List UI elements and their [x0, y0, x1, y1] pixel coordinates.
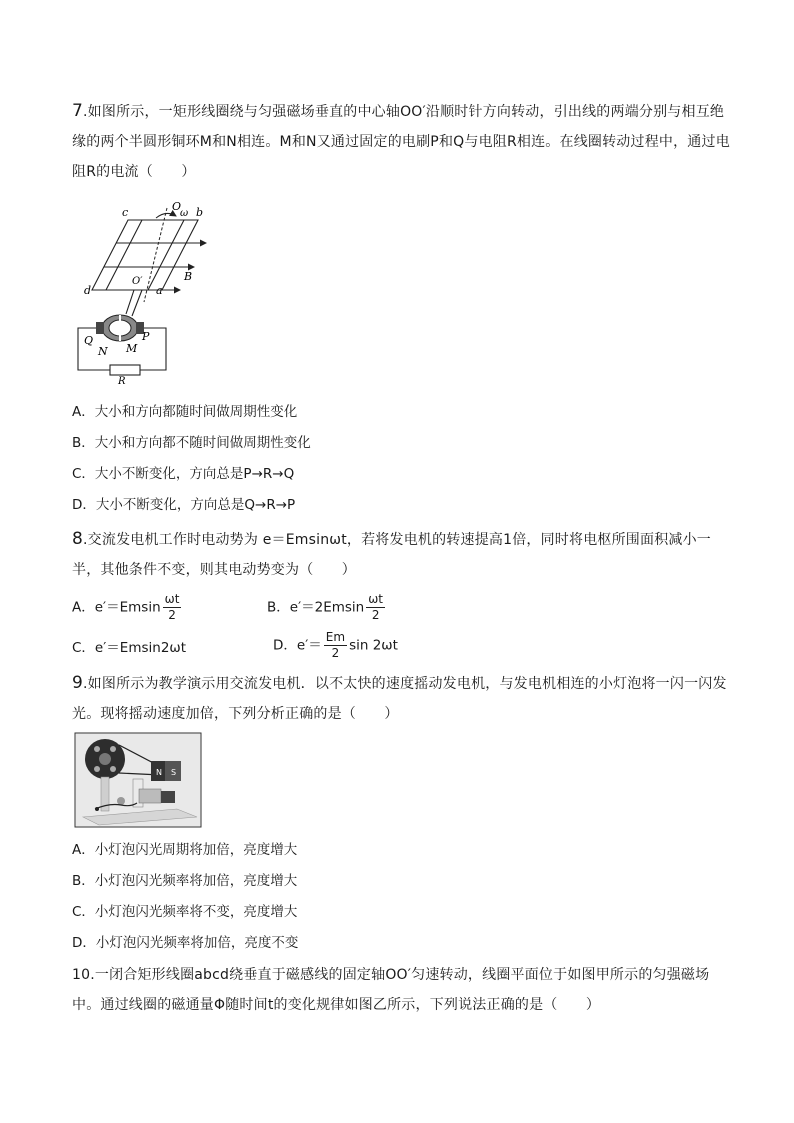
label-Q: Q [84, 334, 94, 347]
question-7 [72, 96, 732, 187]
fraction-numerator: ωt [368, 592, 384, 606]
q8-option-d[interactable] [273, 630, 398, 661]
q9-option-a[interactable]: A．小灯泡闪光周期将加倍，亮度增大 [72, 842, 298, 858]
q8-option-a-fraction [163, 592, 182, 623]
label-O-prime: O′ [132, 276, 143, 287]
question-8-number: 8 [72, 529, 84, 549]
label-N: N [98, 345, 108, 358]
q9-option-d[interactable]: D．小灯泡闪光频率将加倍，亮度不变 [72, 935, 299, 951]
fraction-numerator: ωt [164, 592, 180, 606]
label-O: O [172, 200, 182, 213]
q8-option-c[interactable]: C．e′＝Emsin2ωt [72, 640, 187, 656]
label-M: M [126, 342, 138, 355]
slip-rings [96, 315, 144, 341]
question-9 [72, 668, 732, 729]
coil-generator-figure [70, 198, 220, 387]
q8-option-a-prefix: A．e′＝Emsin [72, 599, 161, 616]
question-7-number: 7 [72, 101, 84, 121]
q8-option-b-fraction [366, 592, 385, 623]
question-8-text: .交流发电机工作时电动势为 e＝Emsinωt，若将发电机的转速提高1倍，同时将电枢所围面积减小一半，其他条件不变，则其电动势变为（ ） [72, 532, 712, 578]
generator-photo [75, 733, 201, 827]
question-10 [72, 960, 732, 1020]
q7-option-c[interactable]: C．大小不断变化，方向总是P→R→Q [72, 466, 295, 482]
label-R: R [118, 376, 126, 387]
fraction-denominator: 2 [331, 646, 340, 660]
coil-frame [92, 220, 198, 290]
fraction-numerator: Em [325, 630, 346, 644]
question-8 [72, 524, 732, 585]
q8-option-a[interactable] [72, 592, 183, 623]
label-omega: ω [180, 208, 189, 219]
q9-option-c[interactable]: C．小灯泡闪光频率将不变，亮度增大 [72, 904, 298, 920]
label-d: d [84, 284, 92, 297]
label-c: c [122, 206, 129, 219]
q8-option-d-fraction [324, 630, 347, 661]
q8-option-d-prefix: D．e′＝ [273, 637, 322, 654]
question-9-number: 9 [72, 673, 84, 693]
label-b: b [196, 206, 204, 219]
lead-wires [126, 290, 142, 316]
q8-option-d-suffix: sin 2ωt [349, 637, 398, 654]
q9-option-b[interactable]: B．小灯泡闪光频率将加倍，亮度增大 [72, 873, 298, 889]
q7-option-b[interactable]: B．大小和方向都不随时间做周期性变化 [72, 435, 311, 451]
q8-option-b-prefix: B．e′＝2Emsin [267, 599, 365, 616]
question-10-text: .一闭合矩形线圈abcd绕垂直于磁感线的固定轴OO′匀速转动，线圈平面位于如图甲所示的匀强磁场中。通过线圈的磁通量Φ随时间t的变化规律如图乙所示，下列说法正确的是（ ） [72, 967, 710, 1013]
light-bulb [117, 797, 125, 805]
question-7-text: .如图所示，一矩形线圈绕与匀强磁场垂直的中心轴OO′沿顺时针方向转动，引出线的两端分别与相互绝缘的两个半圆形铜环M和N相连。M和N又通过固定的电刷P和Q与电阻R相连。在线圈转动过程中，通过电阻R的电流（ ） [72, 104, 730, 180]
magnet-label-N: N [156, 768, 162, 777]
label-B: B [184, 270, 193, 283]
fraction-denominator: 2 [371, 608, 380, 622]
label-P: P [142, 330, 150, 343]
question-9-text: .如图所示为教学演示用交流发电机．以不太快的速度摇动发电机，与发电机相连的小灯泡将一闪一闪发光。现将摇动速度加倍，下列分析正确的是（ ） [72, 676, 727, 722]
q7-option-d[interactable]: D．大小不断变化，方向总是Q→R→P [72, 497, 296, 513]
question-10-number: 10 [72, 967, 91, 983]
magnet-label-S: S [171, 768, 177, 777]
q8-option-b[interactable] [267, 592, 387, 623]
label-a: a [156, 284, 163, 297]
fraction-denominator: 2 [168, 608, 176, 622]
q7-option-a[interactable]: A．大小和方向都随时间做周期性变化 [72, 404, 298, 420]
